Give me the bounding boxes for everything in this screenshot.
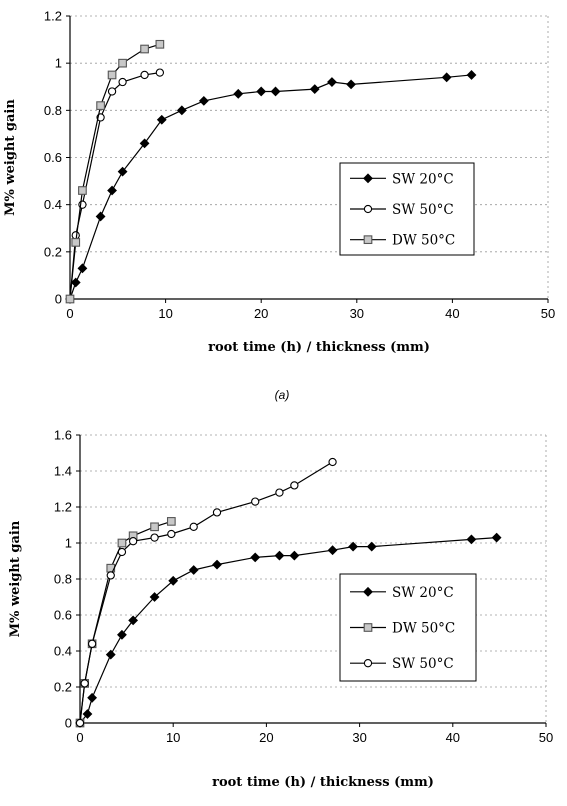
data-point [271, 87, 279, 95]
data-point [81, 680, 88, 687]
y-tick-label: 0.8 [43, 102, 62, 118]
y-tick-label: 0.4 [43, 197, 62, 213]
legend-marker [364, 205, 371, 212]
y-tick-label: 0.2 [53, 679, 72, 695]
data-point [119, 59, 127, 67]
y-tick-label: 0.6 [43, 150, 62, 165]
legend-label: SW 50°C [392, 202, 454, 218]
data-point [118, 548, 125, 555]
data-point [108, 88, 115, 95]
x-tick-label: 20 [253, 306, 269, 321]
data-point [290, 551, 298, 559]
data-point [108, 186, 116, 194]
data-point [108, 71, 116, 79]
y-tick-label: 1 [54, 55, 62, 71]
data-point [368, 542, 376, 550]
legend [340, 574, 476, 681]
data-point [76, 719, 83, 726]
y-tick-label: 1.2 [53, 499, 72, 515]
data-point [130, 538, 137, 545]
data-point [168, 530, 175, 537]
data-point [89, 640, 96, 647]
data-point [200, 97, 208, 105]
data-point [275, 551, 283, 559]
legend-label: SW 20°C [392, 584, 454, 601]
data-point [107, 650, 115, 658]
data-point [156, 69, 163, 76]
data-point [467, 535, 475, 543]
legend [340, 163, 474, 255]
data-point [88, 694, 96, 702]
y-tick-label: 0.2 [43, 244, 62, 260]
y-axis-title: M% weight gain [8, 520, 23, 638]
chart-a [3, 9, 555, 356]
x-tick-label: 50 [538, 730, 554, 745]
data-point [234, 90, 242, 98]
data-point [79, 187, 87, 195]
legend-label: DW 50°C [392, 620, 456, 637]
data-point [349, 542, 357, 550]
data-point [257, 87, 265, 95]
data-point [72, 278, 80, 286]
x-tick-label: 30 [352, 730, 367, 745]
data-point [252, 498, 259, 505]
y-tick-label: 0 [54, 291, 62, 307]
y-tick-label: 0.4 [53, 643, 72, 659]
data-point [311, 85, 319, 93]
x-axis-title: root time (h) / thickness (mm) [208, 340, 430, 355]
legend-marker [364, 236, 372, 244]
legend-label: SW 50°C [392, 656, 454, 673]
y-tick-label: 1.6 [53, 427, 72, 443]
series-line [80, 462, 333, 723]
data-point [96, 212, 104, 220]
data-point [141, 71, 148, 78]
caption-a: (a) [274, 388, 290, 402]
legend-marker [364, 624, 372, 632]
data-point [66, 295, 74, 303]
data-point [213, 509, 220, 516]
data-point [178, 106, 186, 114]
data-point [97, 102, 105, 110]
data-point [328, 546, 336, 554]
data-point [251, 553, 259, 561]
data-point [141, 45, 149, 53]
data-point [78, 264, 86, 272]
data-point [156, 41, 164, 49]
x-tick-label: 10 [165, 730, 181, 745]
data-point [107, 572, 114, 579]
y-tick-label: 1.2 [43, 8, 62, 24]
legend-marker [364, 660, 371, 667]
data-point [190, 523, 197, 530]
data-point [119, 78, 126, 85]
x-tick-label: 0 [76, 730, 84, 745]
y-tick-label: 1 [64, 535, 72, 551]
chart-b [8, 428, 553, 791]
data-point [72, 239, 80, 247]
series-line [70, 44, 160, 299]
data-point [291, 482, 298, 489]
series-square [66, 41, 163, 303]
y-tick-label: 0 [64, 715, 72, 731]
y-tick-label: 0.8 [53, 571, 72, 587]
data-point [118, 539, 126, 547]
data-point [151, 534, 158, 541]
legend-label: DW 50°C [392, 232, 456, 249]
x-tick-label: 10 [158, 306, 173, 321]
y-tick-label: 0.6 [53, 607, 72, 623]
y-tick-label: 1.4 [53, 463, 72, 479]
data-point [190, 566, 198, 574]
legend-label: SW 20°C [392, 171, 454, 188]
data-point [442, 73, 450, 81]
data-point [467, 71, 475, 79]
data-point [158, 116, 166, 124]
x-tick-label: 0 [66, 306, 74, 321]
x-tick-label: 30 [349, 306, 365, 321]
x-tick-label: 20 [259, 730, 274, 745]
y-axis-title: M% weight gain [3, 99, 18, 216]
x-tick-label: 40 [445, 730, 461, 745]
x-axis-title: root time (h) / thickness (mm) [212, 775, 434, 790]
data-point [151, 523, 159, 531]
data-point [328, 78, 336, 86]
data-point [329, 458, 336, 465]
x-tick-label: 50 [540, 306, 556, 321]
data-point [492, 533, 500, 541]
data-point [213, 560, 221, 568]
data-point [347, 80, 355, 88]
series-circle [76, 458, 336, 726]
data-point [276, 489, 283, 496]
x-tick-label: 40 [445, 306, 460, 321]
data-point [168, 518, 176, 526]
